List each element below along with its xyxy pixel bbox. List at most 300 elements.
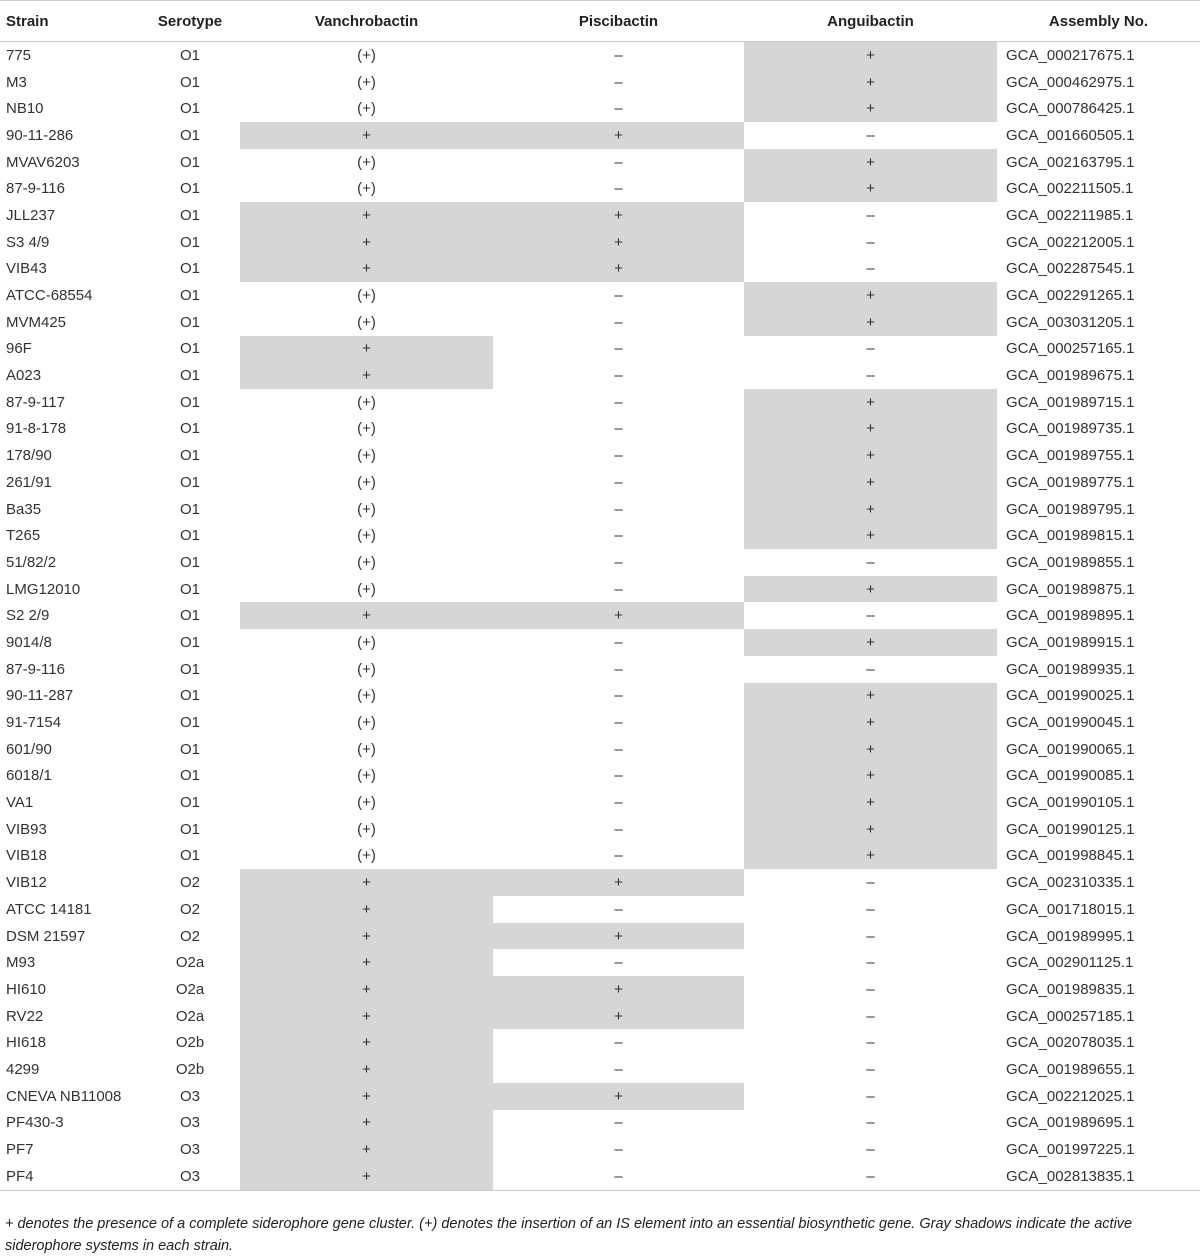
table-row [0,1163,1200,1190]
table-row [0,309,1200,336]
table-row [0,949,1200,976]
cell-vanchrobactin: + [240,1136,493,1163]
cell-assembly: GCA_000786425.1 [1006,100,1135,118]
cell-vanchrobactin: + [240,1083,493,1110]
cell-assembly: GCA_002212025.1 [1006,1087,1135,1105]
cell-serotype: O1 [179,233,200,251]
table-row [0,1136,1200,1163]
cell-strain: 87-9-116 [6,660,65,678]
cell-strain: A023 [6,367,42,385]
table-row [0,69,1200,96]
table-row [0,736,1200,763]
cell-piscibactin: – [614,794,623,812]
header-anguibactin: Anguibactin [744,1,997,42]
cell-strain: 9014/8 [6,633,52,651]
cell-serotype: O1 [179,847,200,865]
cell-serotype: O3 [179,1114,200,1132]
cell-assembly: GCA_001990085.1 [1006,767,1135,785]
cell-strain: HI610 [6,980,47,998]
cell-strain: VIB93 [6,820,47,838]
cell-assembly: GCA_001990105.1 [1006,794,1135,812]
cell-assembly: GCA_001989755.1 [1006,447,1135,465]
cell-vanchrobactin: + [240,256,493,283]
cell-serotype: O3 [140,1163,240,1190]
cell-serotype: O1 [179,340,200,358]
cell-vanchrobactin: + [240,336,493,363]
cell-vanchrobactin: (+) [357,580,376,598]
cell-strain: 51/82/2 [6,553,57,571]
cell-piscibactin: + [493,256,744,283]
cell-piscibactin: – [614,287,623,305]
cell-serotype: O1 [179,473,200,491]
cell-anguibactin: – [866,954,875,972]
cell-anguibactin: – [866,233,875,251]
cell-assembly: GCA_002078035.1 [1006,1034,1135,1052]
cell-piscibactin: – [614,527,623,545]
cell-serotype: O1 [179,740,200,758]
cell-vanchrobactin: (+) [357,633,376,651]
cell-strain: VA1 [6,794,34,812]
table-row [0,816,1200,843]
cell-anguibactin: + [744,843,997,870]
cell-vanchrobactin: + [240,602,493,629]
table-row [0,1003,1200,1030]
cell-strain: DSM 21597 [6,927,86,945]
header-assembly: Assembly No. [997,1,1200,42]
cell-vanchrobactin: + [240,976,493,1003]
table-row [0,602,1200,629]
cell-assembly: GCA_001718015.1 [1006,900,1135,918]
cell-piscibactin: – [614,420,623,438]
cell-vanchrobactin: (+) [357,553,376,571]
cell-serotype: O3 [179,1087,200,1105]
cell-strain: MVM425 [6,313,67,331]
table-row [0,442,1200,469]
cell-vanchrobactin: (+) [357,767,376,785]
cell-assembly: GCA_001989715.1 [1006,393,1135,411]
cell-serotype: O1 [179,500,200,518]
cell-strain: 91-7154 [6,714,62,732]
cell-strain: T265 [6,527,41,545]
cell-serotype: O1 [179,206,200,224]
cell-serotype: O1 [179,313,200,331]
cell-serotype: O1 [179,714,200,732]
cell-serotype: O1 [179,260,200,278]
cell-piscibactin: – [614,447,623,465]
cell-anguibactin: + [744,629,997,656]
cell-strain: S3 4/9 [6,233,50,251]
cell-assembly: GCA_001989795.1 [1006,500,1135,518]
cell-piscibactin: + [493,1003,744,1030]
cell-assembly: GCA_001989675.1 [1006,367,1135,385]
cell-serotype: O1 [179,633,200,651]
cell-strain: VIB43 [6,260,47,278]
cell-piscibactin: – [614,553,623,571]
cell-anguibactin: + [744,522,997,549]
cell-piscibactin: + [493,923,744,950]
cell-assembly: GCA_001989995.1 [1006,927,1135,945]
cell-anguibactin: – [866,874,875,892]
cell-assembly: GCA_000257165.1 [1006,340,1135,358]
table-row [0,896,1200,923]
table-row [0,389,1200,416]
cell-piscibactin: – [614,393,623,411]
cell-anguibactin: + [744,576,997,603]
cell-vanchrobactin: + [240,362,493,389]
cell-strain: 775 [6,46,32,64]
cell-serotype: O2b [175,1060,205,1078]
cell-vanchrobactin: (+) [357,100,376,118]
cell-vanchrobactin: + [240,869,493,896]
cell-vanchrobactin: + [240,1056,493,1083]
cell-serotype: O1 [179,447,200,465]
cell-piscibactin: + [493,869,744,896]
cell-vanchrobactin: + [240,229,493,256]
table-row [0,869,1200,896]
cell-serotype: O1 [179,393,200,411]
cell-assembly: GCA_001998845.1 [1006,847,1135,865]
cell-vanchrobactin: + [240,949,493,976]
cell-piscibactin: + [493,202,744,229]
cell-strain: 90-11-287 [6,687,74,705]
cell-piscibactin: – [614,660,623,678]
table-row [0,202,1200,229]
cell-assembly: GCA_001989855.1 [1006,553,1135,571]
cell-anguibactin: – [866,260,875,278]
cell-serotype: O2 [179,927,200,945]
cell-assembly: GCA_002211985.1 [1006,206,1134,224]
cell-anguibactin: + [744,389,997,416]
cell-piscibactin: + [493,122,744,149]
cell-vanchrobactin: (+) [357,794,376,812]
cell-piscibactin: – [614,46,623,64]
cell-assembly: GCA_000217675.1 [1006,46,1135,64]
cell-assembly: GCA_001989695.1 [1006,1114,1135,1132]
cell-assembly: GCA_000257185.1 [1006,1007,1135,1025]
table-row [0,789,1200,816]
cell-piscibactin: – [614,714,623,732]
cell-vanchrobactin: (+) [357,180,376,198]
cell-vanchrobactin: (+) [357,527,376,545]
cell-vanchrobactin: (+) [357,153,376,171]
cell-vanchrobactin: + [240,202,493,229]
cell-anguibactin: – [866,900,875,918]
table-row [0,229,1200,256]
cell-assembly: GCA_002287545.1 [1006,260,1135,278]
cell-anguibactin: + [744,95,997,122]
cell-piscibactin: – [614,73,623,91]
cell-anguibactin: + [744,42,997,69]
cell-assembly: GCA_002163795.1 [1006,153,1135,171]
table-row [0,976,1200,1003]
cell-vanchrobactin: + [240,896,493,923]
cell-anguibactin: + [744,816,997,843]
cell-strain: PF4 [0,1163,140,1190]
table-row [0,522,1200,549]
cell-strain: NB10 [6,100,44,118]
cell-strain: 90-11-286 [6,126,74,144]
cell-anguibactin: – [866,1007,875,1025]
cell-piscibactin: – [614,580,623,598]
table-row [0,336,1200,363]
cell-strain: ATCC-68554 [6,287,93,305]
header-serotype: Serotype [140,1,240,42]
cell-serotype: O2 [179,874,200,892]
table-row [0,149,1200,176]
cell-assembly: GCA_001990025.1 [1006,687,1135,705]
cell-anguibactin: – [866,927,875,945]
cell-serotype: O1 [179,553,200,571]
cell-anguibactin: + [744,683,997,710]
cell-assembly: GCA_001989735.1 [1006,420,1135,438]
cell-serotype: O1 [179,46,200,64]
cell-anguibactin: + [744,736,997,763]
cell-strain: PF7 [6,1141,34,1159]
table-row [0,629,1200,656]
cell-piscibactin: – [614,820,623,838]
cell-piscibactin: – [614,313,623,331]
cell-piscibactin: – [614,740,623,758]
table-row [0,1029,1200,1056]
cell-piscibactin: – [614,954,623,972]
cell-strain: CNEVA NB11008 [6,1087,122,1105]
cell-serotype: O1 [179,820,200,838]
cell-vanchrobactin: + [240,1163,493,1190]
cell-piscibactin: + [493,229,744,256]
cell-anguibactin: + [744,416,997,443]
cell-serotype: O1 [179,580,200,598]
cell-anguibactin: + [744,282,997,309]
table-row [0,469,1200,496]
cell-serotype: O1 [179,287,200,305]
cell-serotype: O1 [179,527,200,545]
cell-assembly: GCA_001989775.1 [1006,473,1135,491]
cell-serotype: O2b [175,1034,205,1052]
cell-vanchrobactin: (+) [357,687,376,705]
cell-vanchrobactin: + [240,1029,493,1056]
cell-assembly: GCA_002212005.1 [1006,233,1135,251]
cell-assembly: GCA_001989815.1 [1006,527,1135,545]
table-row [0,175,1200,202]
cell-strain: ATCC 14181 [6,900,92,918]
cell-vanchrobactin: (+) [357,420,376,438]
cell-strain: M3 [6,73,27,91]
table-row [0,549,1200,576]
cell-anguibactin: + [744,69,997,96]
cell-strain: LMG12010 [6,580,81,598]
cell-piscibactin: – [614,900,623,918]
cell-strain: Ba35 [6,500,42,518]
table-row [0,416,1200,443]
cell-anguibactin: – [866,206,875,224]
cell-assembly: GCA_001989835.1 [1006,980,1135,998]
cell-assembly: GCA_002310335.1 [1006,874,1135,892]
cell-serotype: O2a [175,980,205,998]
cell-serotype: O1 [179,100,200,118]
header-strain: Strain [0,1,140,42]
cell-anguibactin: – [866,1060,875,1078]
cell-assembly: GCA_001989895.1 [1006,607,1135,625]
cell-serotype: O1 [179,794,200,812]
table-row [0,42,1200,69]
cell-piscibactin: + [493,602,744,629]
table-row [0,282,1200,309]
table-row [0,496,1200,523]
cell-strain: M93 [6,954,36,972]
header-piscibactin: Piscibactin [493,1,744,42]
cell-assembly: GCA_001660505.1 [1006,126,1135,144]
cell-vanchrobactin: (+) [357,660,376,678]
cell-serotype: O1 [179,420,200,438]
cell-serotype: O1 [179,153,200,171]
cell-piscibactin: + [493,976,744,1003]
cell-anguibactin: – [866,1087,875,1105]
cell-anguibactin: – [866,1141,875,1159]
table-row [0,709,1200,736]
cell-vanchrobactin: (+) [357,287,376,305]
cell-assembly: GCA_002291265.1 [1006,287,1135,305]
table-row [0,683,1200,710]
cell-strain: 87-9-117 [6,393,65,411]
cell-anguibactin: – [866,126,875,144]
cell-piscibactin: – [614,767,623,785]
cell-anguibactin: + [744,496,997,523]
table-row [0,763,1200,790]
cell-vanchrobactin: (+) [357,714,376,732]
cell-strain: 96F [6,340,32,358]
cell-anguibactin: – [866,367,875,385]
table-row [0,923,1200,950]
cell-strain: JLL237 [6,206,56,224]
cell-strain: MVAV6203 [6,153,80,171]
cell-anguibactin: – [744,1163,997,1190]
cell-strain: 87-9-116 [6,180,65,198]
header-row [0,1,1200,42]
cell-anguibactin: – [866,553,875,571]
cell-strain: RV22 [6,1007,44,1025]
cell-serotype: O1 [179,660,200,678]
table-row [0,122,1200,149]
cell-assembly: GCA_001989915.1 [1006,633,1135,651]
cell-piscibactin: + [493,1083,744,1110]
table-row [0,843,1200,870]
cell-anguibactin: – [866,1114,875,1132]
cell-anguibactin: – [866,660,875,678]
cell-assembly: GCA_002901125.1 [1006,954,1134,972]
cell-vanchrobactin: (+) [357,313,376,331]
footnote: + denotes the presence of a complete siderophore gene cluster. (+) denotes the insertion of an IS element into an essential biosynthetic gene. Gray shadows indicate the active siderophore systems in each strain. [5,1216,1133,1254]
cell-serotype: O3 [179,1141,200,1159]
cell-serotype: O2 [179,900,200,918]
cell-piscibactin: – [493,1163,744,1190]
cell-serotype: O2a [175,954,205,972]
cell-vanchrobactin: + [240,1110,493,1137]
cell-anguibactin: + [744,442,997,469]
cell-serotype: O2a [175,1007,205,1025]
cell-anguibactin: + [744,149,997,176]
cell-piscibactin: – [614,847,623,865]
cell-vanchrobactin: (+) [357,500,376,518]
cell-strain: 601/90 [6,740,52,758]
cell-assembly: GCA_001990125.1 [1006,820,1135,838]
table-row [0,656,1200,683]
table-row [0,95,1200,122]
cell-strain: S2 2/9 [6,607,50,625]
cell-piscibactin: – [614,100,623,118]
cell-anguibactin: + [744,469,997,496]
cell-anguibactin: + [744,709,997,736]
cell-vanchrobactin: (+) [357,73,376,91]
cell-vanchrobactin: (+) [357,46,376,64]
cell-strain: 261/91 [6,473,52,491]
cell-serotype: O1 [179,767,200,785]
table-row [0,362,1200,389]
table-row [0,1056,1200,1083]
cell-assembly: GCA_001989935.1 [1006,660,1135,678]
cell-piscibactin: – [614,153,623,171]
cell-strain: VIB12 [6,874,47,892]
cell-assembly: GCA_001990045.1 [1006,714,1135,732]
cell-serotype: O1 [179,607,200,625]
cell-piscibactin: – [614,340,623,358]
cell-strain: 178/90 [6,447,52,465]
cell-serotype: O1 [179,367,200,385]
cell-anguibactin: – [866,340,875,358]
cell-serotype: O1 [179,687,200,705]
cell-strain: VIB18 [6,847,47,865]
cell-vanchrobactin: (+) [357,820,376,838]
cell-piscibactin: – [614,473,623,491]
cell-assembly: GCA_001997225.1 [1006,1141,1135,1159]
cell-vanchrobactin: (+) [357,473,376,491]
cell-assembly: GCA_000462975.1 [1006,73,1135,91]
cell-piscibactin: – [614,500,623,518]
cell-strain: 91-8-178 [6,420,67,438]
cell-assembly: GCA_002211505.1 [1006,180,1134,198]
cell-vanchrobactin: (+) [357,393,376,411]
cell-anguibactin: + [744,175,997,202]
cell-assembly: GCA_001990065.1 [1006,740,1135,758]
cell-vanchrobactin: + [240,923,493,950]
cell-piscibactin: – [614,687,623,705]
cell-serotype: O1 [179,126,200,144]
cell-assembly: GCA_001989875.1 [1006,580,1135,598]
cell-anguibactin: – [866,607,875,625]
cell-piscibactin: – [614,180,623,198]
cell-strain: PF430-3 [6,1114,64,1132]
cell-serotype: O1 [179,180,200,198]
cell-strain: HI618 [6,1034,47,1052]
cell-anguibactin: – [866,980,875,998]
cell-anguibactin: + [744,309,997,336]
header-vanchrobactin: Vanchrobactin [240,1,493,42]
table-row [0,1110,1200,1137]
cell-vanchrobactin: (+) [357,847,376,865]
cell-vanchrobactin: + [240,1003,493,1030]
cell-strain: 4299 [6,1060,40,1078]
cell-piscibactin: – [614,367,623,385]
cell-piscibactin: – [614,1114,623,1132]
table-row [0,576,1200,603]
cell-strain: 6018/1 [6,767,52,785]
cell-assembly: GCA_001989655.1 [1006,1060,1135,1078]
cell-piscibactin: – [614,1141,623,1159]
cell-vanchrobactin: (+) [357,740,376,758]
cell-vanchrobactin: + [240,122,493,149]
cell-piscibactin: – [614,633,623,651]
cell-serotype: O1 [179,73,200,91]
cell-assembly: GCA_002813835.1 [997,1163,1200,1190]
